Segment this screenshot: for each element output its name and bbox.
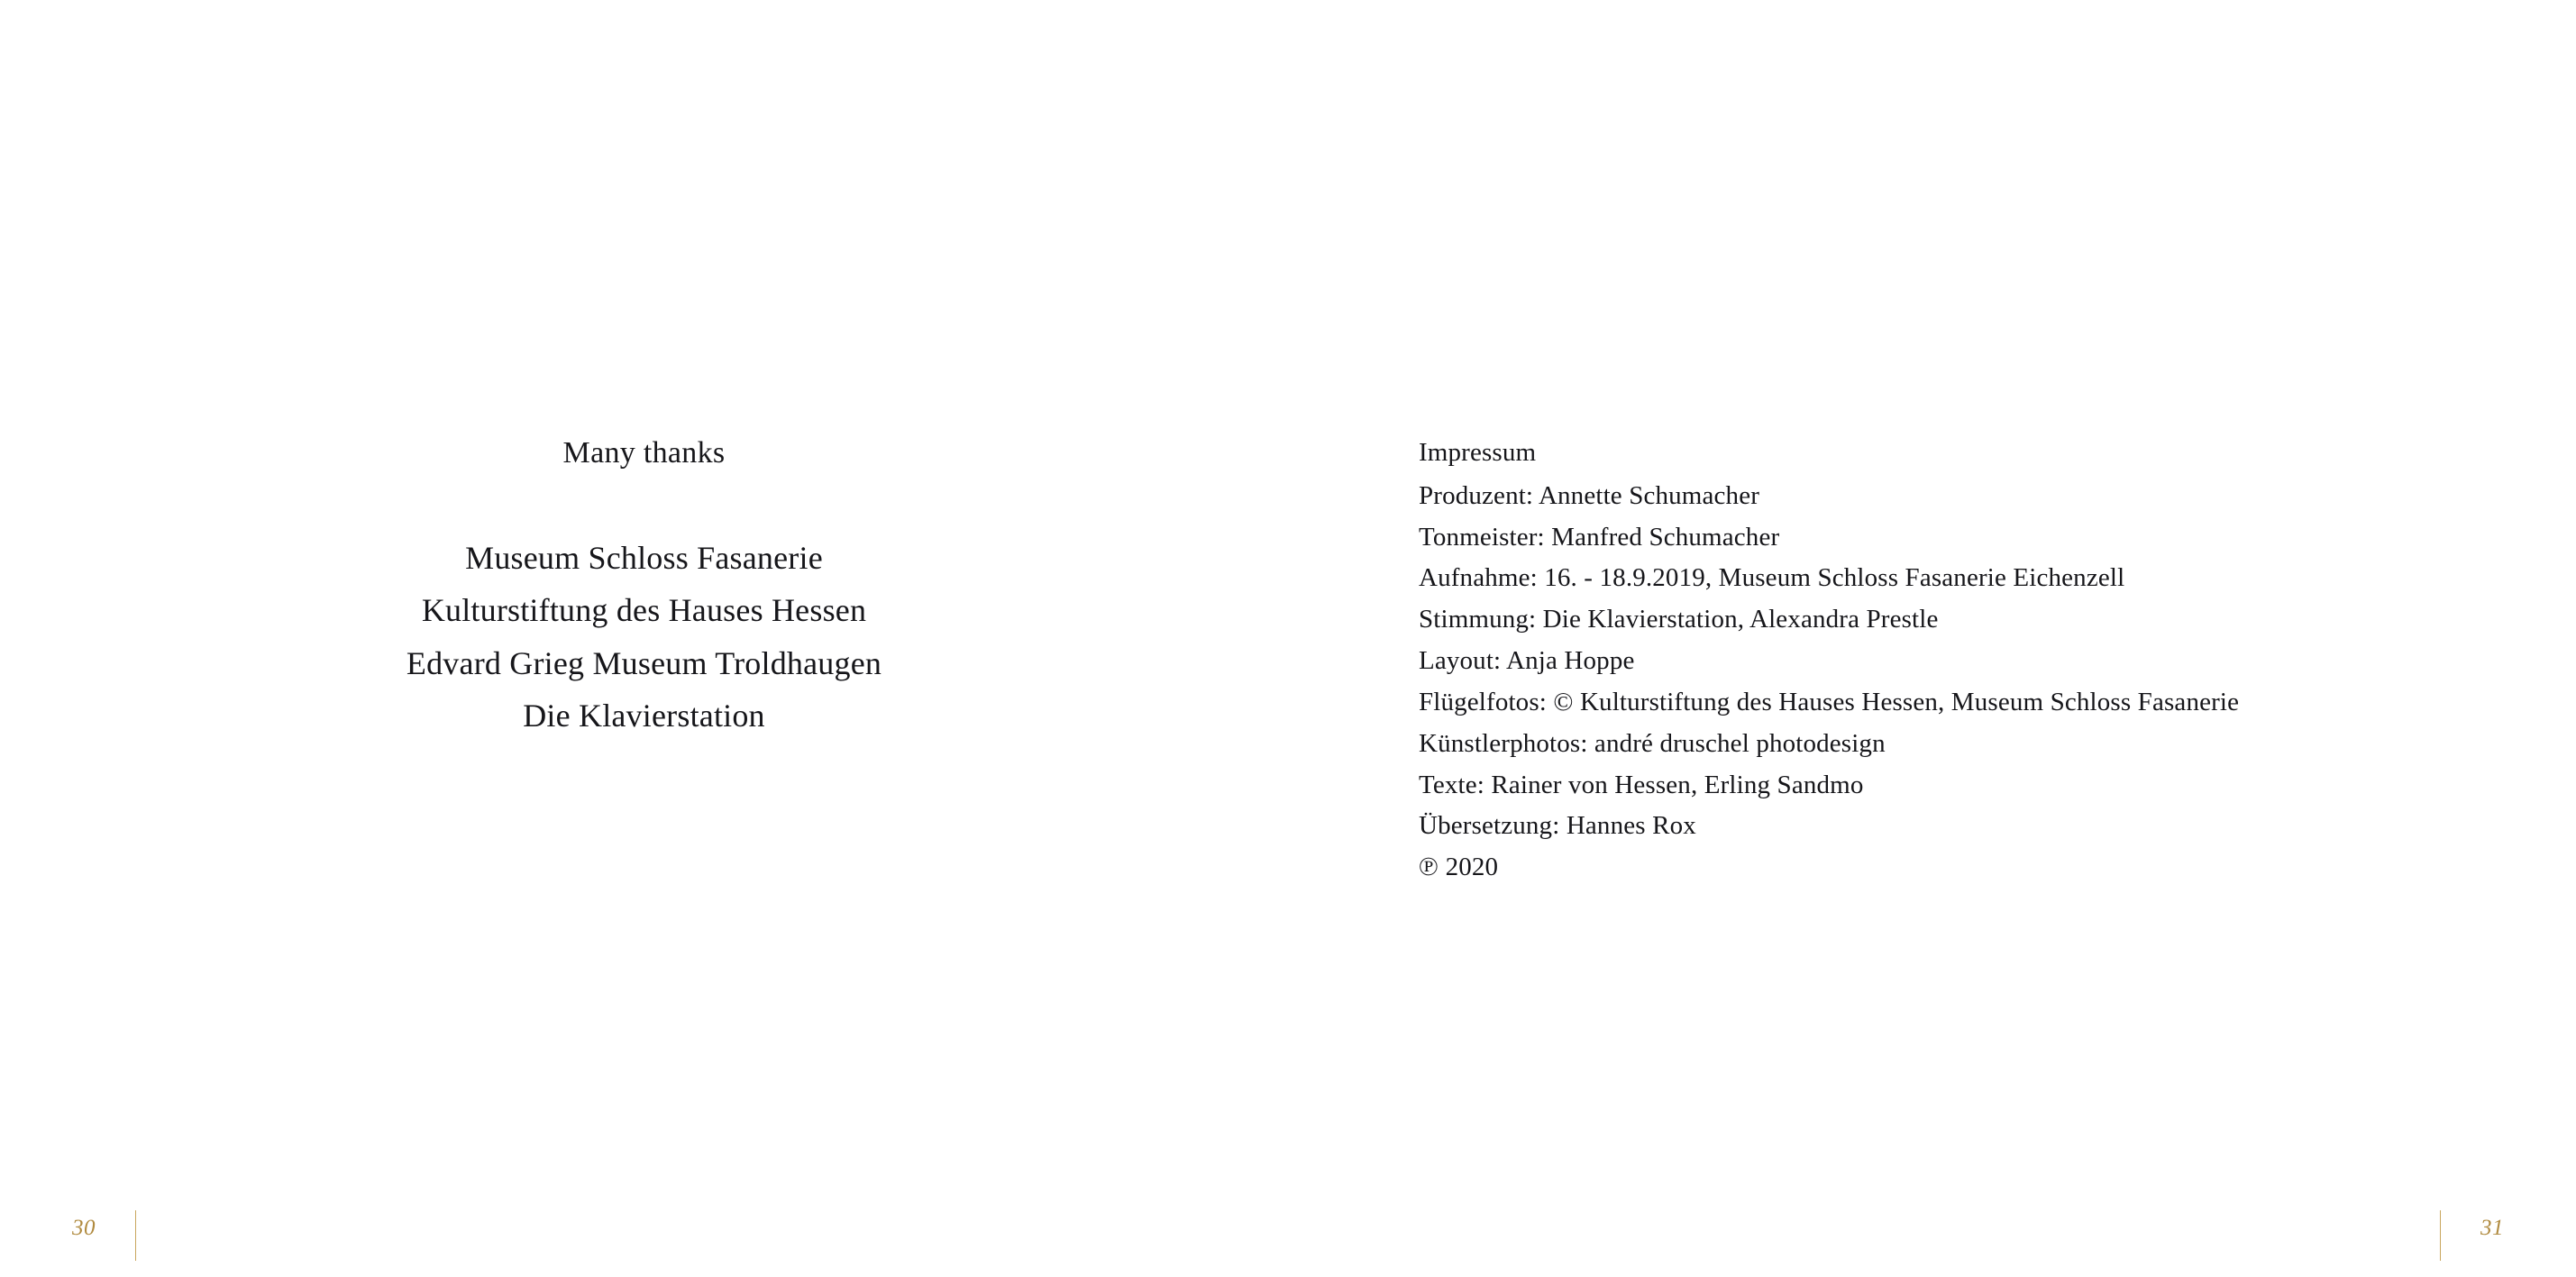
list-item: Edvard Grieg Museum Troldhaugen [406,644,882,681]
imprint-block [1419,433,2482,889]
imprint-line: Aufnahme: 16. - 18.9.2019, Museum Schloss Fasanerie Eichenzell [1419,563,2125,593]
acknowledgements-block [0,433,1288,742]
imprint-line: Layout: Anja Hoppe [1419,646,1635,676]
imprint-line: Produzent: Annette Schumacher [1419,480,1760,510]
folio-rule-right [2440,1210,2441,1261]
imprint-line: Flügelfotos: © Kulturstiftung des Hauses Hessen, Museum Schloss Fasanerie [1419,687,2240,716]
imprint-heading: Impressum [1419,438,1537,467]
imprint-line: Tonmeister: Manfred Schumacher [1419,522,1780,552]
imprint-line-phonogram-copyright: ℗ 2020 [1419,853,1499,882]
imprint-line: Künstlerphotos: andré druschel photodesign [1419,728,1886,758]
list-item: Die Klavierstation [523,697,765,734]
list-item: Kulturstiftung des Hauses Hessen [421,592,867,629]
list-item: Museum Schloss Fasanerie [465,539,823,576]
page-number-right: 31 [2480,1216,2504,1240]
imprint-line: Stimmung: Die Klavierstation, Alexandra Prestle [1419,605,1939,634]
imprint-line: Texte: Rainer von Hessen, Erling Sandmo [1419,770,1864,799]
page-number-left: 30 [72,1216,96,1240]
acknowledgements-title: Many thanks [562,436,726,470]
imprint-line: Übersetzung: Hannes Rox [1419,811,1696,841]
right-page [1288,0,2576,1277]
folio-rule-left [135,1210,136,1261]
acknowledgements-list [0,532,1288,742]
